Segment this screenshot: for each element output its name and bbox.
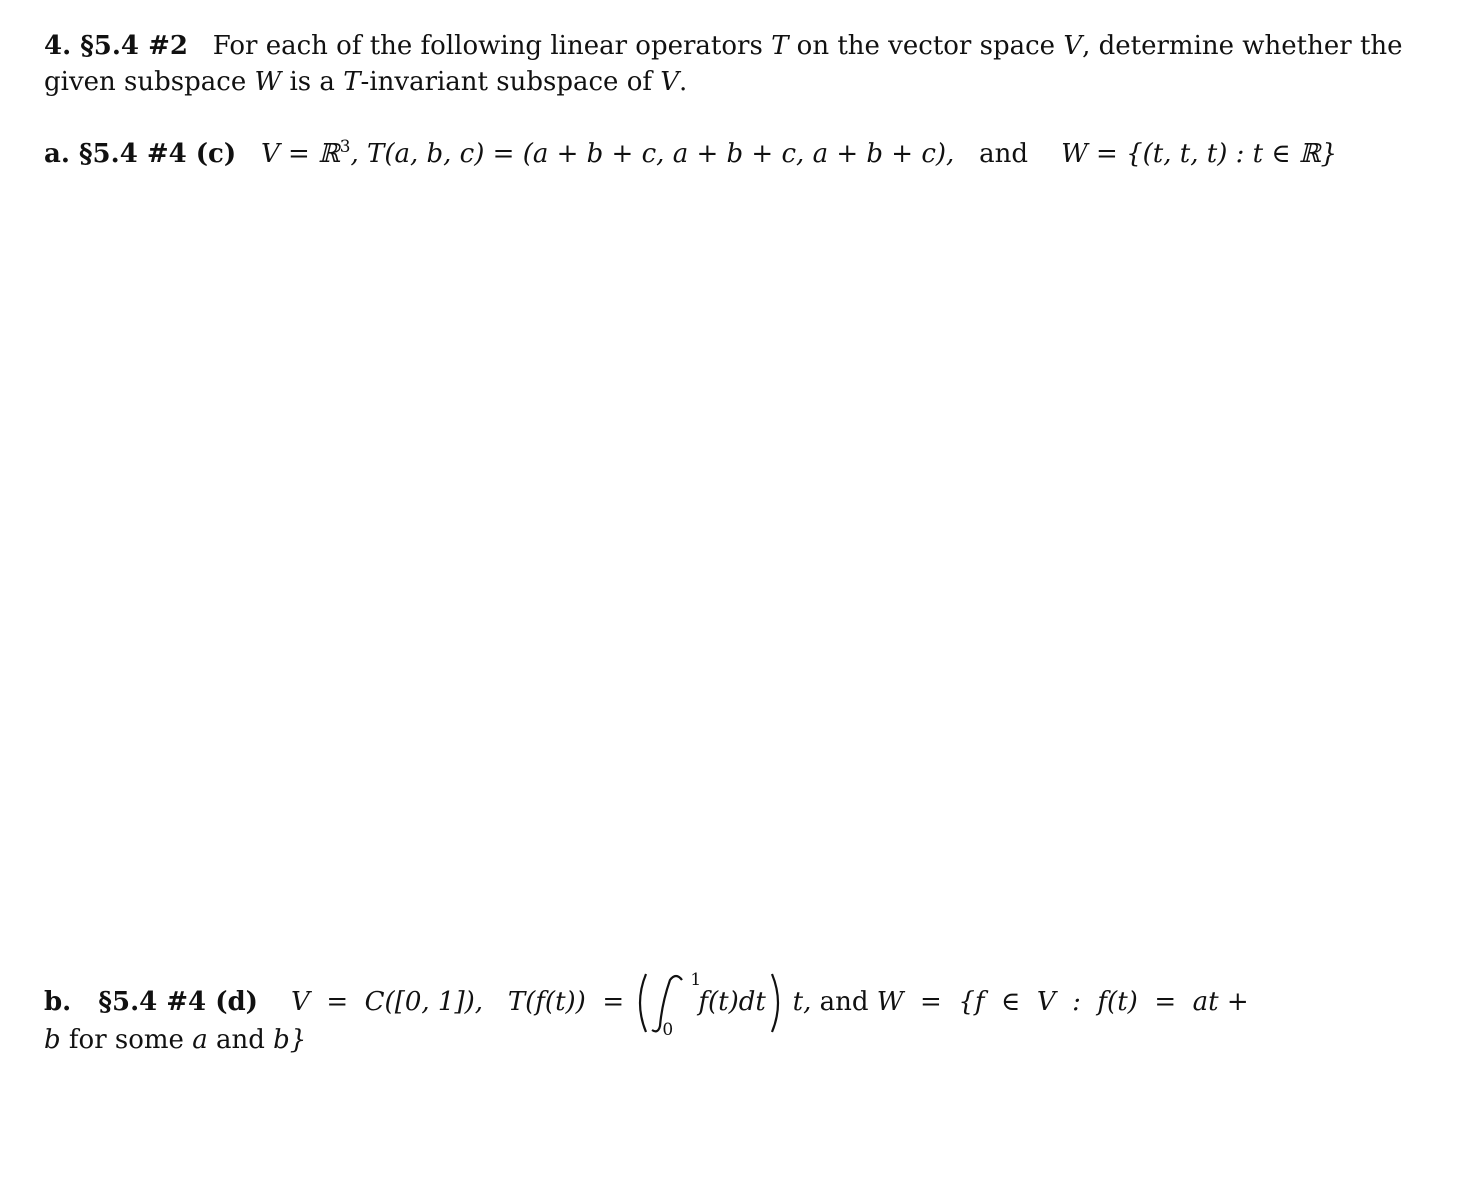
part-b-space: V = C([0, 1]), [291, 987, 484, 1017]
integral-lower-limit: 0 [662, 1020, 674, 1040]
part-b-subspace-close: b} [273, 1025, 307, 1055]
intro-text-4: given subspace [44, 67, 247, 97]
problem-statement-line-2 [44, 64, 687, 100]
part-a-label: a. §5.4 #4 (c) [44, 139, 237, 169]
integral-upper-limit: 1 [690, 970, 702, 990]
part-b-subspace-start: W = {f ∈ V : f(t) = at + [876, 987, 1249, 1017]
problem-number: 4. §5.4 #2 [44, 31, 188, 61]
part-b-after-integral: t, [792, 987, 812, 1017]
part-a-and: and [979, 139, 1028, 169]
definite-integral [632, 968, 784, 1038]
symbol-W: W [254, 67, 282, 97]
part-a [44, 136, 1337, 172]
symbol-V-2: V [660, 67, 680, 97]
problem-statement-line-1 [44, 28, 1403, 64]
symbol-V: V [1063, 31, 1083, 61]
part-b-symbol-a: a [192, 1025, 208, 1055]
part-a-space-exponent: 3 [339, 135, 351, 156]
symbol-T-2: T [343, 67, 361, 97]
intro-text-5: is a [289, 67, 335, 97]
intro-text-2: on the vector space [796, 31, 1056, 61]
symbol-T: T [771, 31, 789, 61]
intro-text-7: . [679, 67, 688, 97]
part-b-operator: T(f(t)) = [507, 987, 625, 1017]
part-a-space: V = ℝ [261, 139, 340, 169]
part-b-symbol-b: b [44, 1025, 61, 1055]
part-b-line-2 [44, 1022, 306, 1058]
part-b-and: and [819, 987, 869, 1017]
intro-text-3: , determine whether the [1082, 31, 1403, 61]
intro-text-6: -invariant subspace of [360, 67, 652, 97]
part-b-and-2: and [215, 1025, 265, 1055]
part-a-operator: , T(a, b, c) = (a + b + c, a + b + c, a + b + c), [350, 139, 955, 169]
intro-text-1: For each of the following linear operators [212, 31, 763, 61]
part-b-for-some: for some [68, 1025, 184, 1055]
integrand: f(t)dt [698, 987, 766, 1017]
part-a-subspace: W = {(t, t, t) : t ∈ ℝ} [1061, 139, 1337, 169]
part-b-label: b. §5.4 #4 (d) [44, 987, 258, 1017]
